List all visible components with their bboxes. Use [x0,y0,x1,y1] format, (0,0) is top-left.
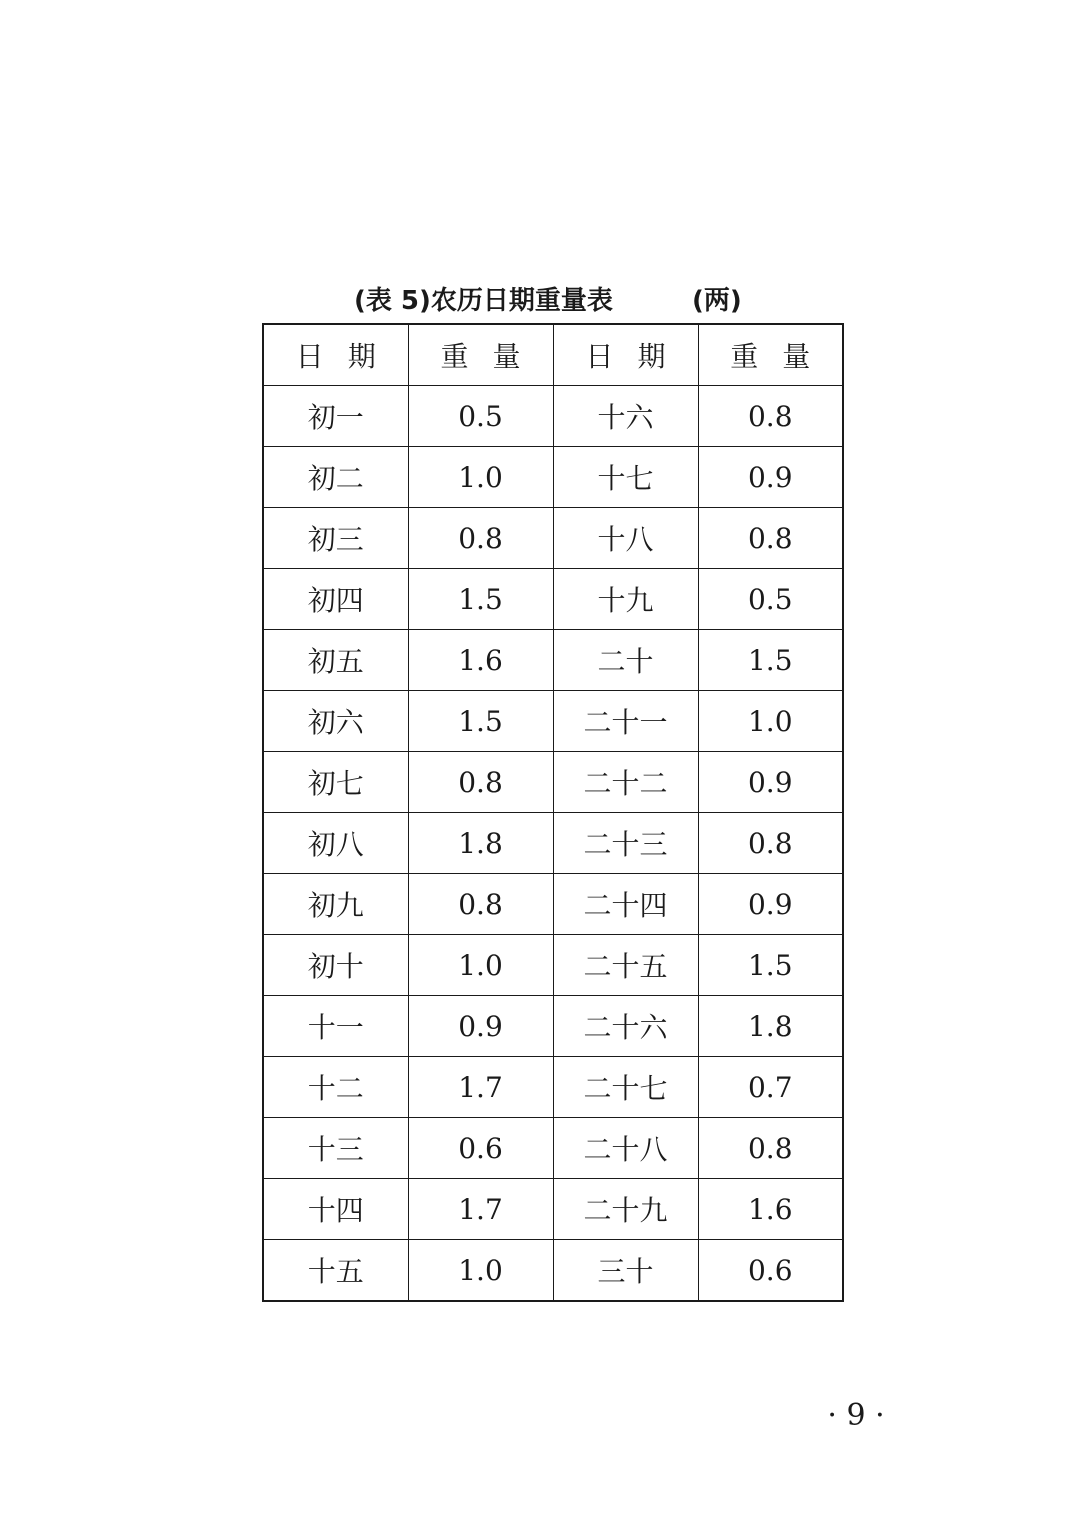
date-right-cell: 三十 [553,1240,698,1302]
date-left-cell: 十二 [263,1057,408,1118]
table-row [263,752,843,813]
table-row [263,1118,843,1179]
header-weight-right: 重量 [698,324,843,386]
weight-left-cell: 0.8 [408,752,553,813]
date-right-cell: 十八 [553,508,698,569]
date-left-cell: 初二 [263,447,408,508]
table-row [263,508,843,569]
date-left-cell: 十五 [263,1240,408,1302]
header-date-right: 日期 [553,324,698,386]
date-left-cell: 初九 [263,874,408,935]
weight-left-cell: 1.6 [408,630,553,691]
table-row [263,630,843,691]
weight-left-cell: 0.8 [408,874,553,935]
weight-left-cell: 1.0 [408,1240,553,1302]
weight-left-cell: 1.8 [408,813,553,874]
weight-left-cell: 1.0 [408,935,553,996]
date-right-cell: 二十九 [553,1179,698,1240]
date-left-cell: 初三 [263,508,408,569]
date-left-cell: 初七 [263,752,408,813]
date-right-cell: 二十六 [553,996,698,1057]
date-right-cell: 二十七 [553,1057,698,1118]
table-body [263,386,843,1302]
weight-left-cell: 0.6 [408,1118,553,1179]
table-row [263,691,843,752]
date-right-cell: 二十四 [553,874,698,935]
date-right-cell: 二十二 [553,752,698,813]
weight-right-cell: 0.5 [698,569,843,630]
weight-left-cell: 1.7 [408,1057,553,1118]
date-right-cell: 二十 [553,630,698,691]
weight-right-cell: 0.9 [698,874,843,935]
weight-left-cell: 1.5 [408,691,553,752]
date-right-cell: 十六 [553,386,698,447]
weight-right-cell: 0.6 [698,1240,843,1302]
page-number: · 9 · [827,1398,885,1433]
weight-left-cell: 1.0 [408,447,553,508]
weight-right-cell: 1.5 [698,630,843,691]
weight-left-cell: 1.7 [408,1179,553,1240]
table-title: (表 5)农历日期重量表 [354,286,613,316]
table-unit: (两) [692,286,742,316]
weight-right-cell: 0.9 [698,752,843,813]
date-left-cell: 初四 [263,569,408,630]
table-row [263,1240,843,1302]
weight-right-cell: 0.7 [698,1057,843,1118]
date-right-cell: 十九 [553,569,698,630]
table-row [263,1057,843,1118]
date-left-cell: 十三 [263,1118,408,1179]
weight-left-cell: 1.5 [408,569,553,630]
table-row [263,447,843,508]
date-left-cell: 初五 [263,630,408,691]
table-row [263,569,843,630]
weight-right-cell: 0.9 [698,447,843,508]
date-left-cell: 初八 [263,813,408,874]
weight-left-cell: 0.5 [408,386,553,447]
weight-left-cell: 0.8 [408,508,553,569]
date-left-cell: 初六 [263,691,408,752]
date-left-cell: 十四 [263,1179,408,1240]
date-right-cell: 二十八 [553,1118,698,1179]
table-row [263,813,843,874]
weight-right-cell: 0.8 [698,508,843,569]
table-row [263,1179,843,1240]
header-row [263,324,843,386]
header-date-left: 日期 [263,324,408,386]
table-caption [262,276,844,316]
weight-right-cell: 0.8 [698,386,843,447]
date-left-cell: 初十 [263,935,408,996]
table-row [263,935,843,996]
lunar-date-weight-table [262,323,844,1302]
date-right-cell: 二十三 [553,813,698,874]
table-row [263,996,843,1057]
weight-right-cell: 0.8 [698,1118,843,1179]
weight-right-cell: 1.0 [698,691,843,752]
table-row [263,874,843,935]
date-right-cell: 十七 [553,447,698,508]
weight-right-cell: 1.6 [698,1179,843,1240]
weight-right-cell: 0.8 [698,813,843,874]
date-right-cell: 二十五 [553,935,698,996]
date-right-cell: 二十一 [553,691,698,752]
weight-left-cell: 0.9 [408,996,553,1057]
date-left-cell: 初一 [263,386,408,447]
weight-right-cell: 1.5 [698,935,843,996]
header-weight-left: 重量 [408,324,553,386]
weight-right-cell: 1.8 [698,996,843,1057]
table-header [263,324,843,386]
table-row [263,386,843,447]
date-left-cell: 十一 [263,996,408,1057]
